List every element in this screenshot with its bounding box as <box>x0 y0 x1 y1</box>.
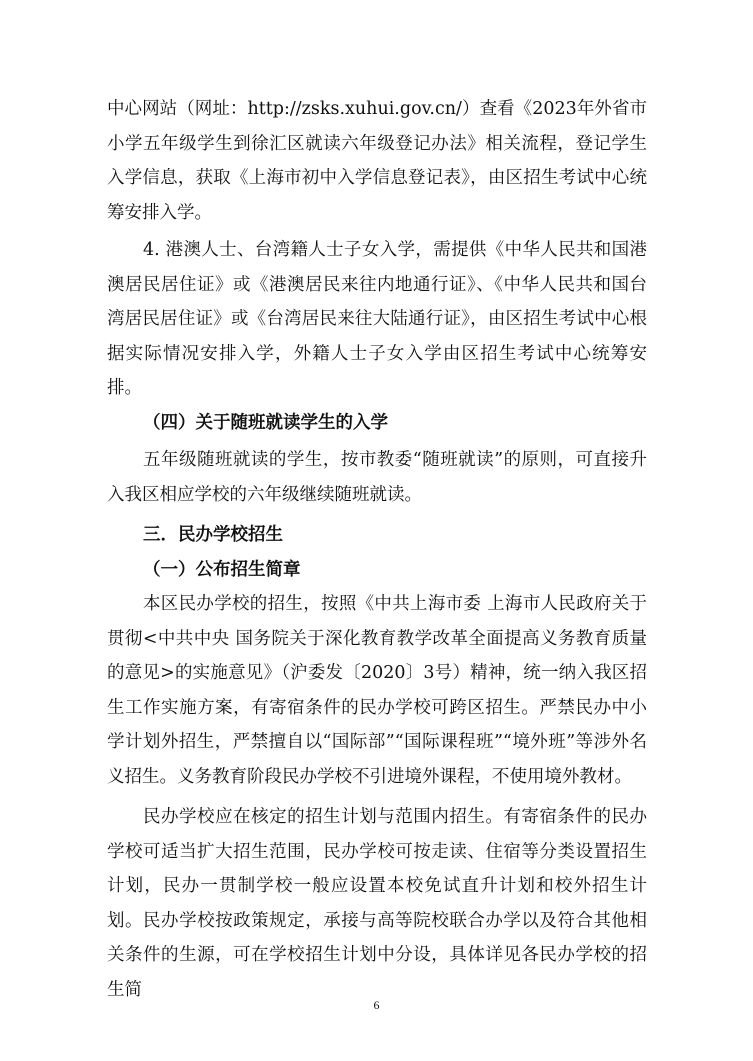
section-heading-admission-brochure: （一）公布招生简章 <box>143 559 301 580</box>
paragraph-inclusive-education: 五年级随班就读的学生，按市教委“随班就读”的原则，可直接升入我区相应学校的六年级继续随班就读。 <box>107 450 647 505</box>
paragraph-hk-macao-taiwan: 4. 港澳人士、台湾籍人士子女入学，需提供《中华人民共和国港澳居民居住证》或《港澳居民来往内地通行证》、《中华人民共和国台湾居民居住证》或《台湾居民来往大陆通行证》，由区招生考试中心根据实际情况安排入学，外籍人士子女入学由区招生考试中心统筹安排。 <box>107 240 647 398</box>
page-number: 6 <box>373 998 380 1012</box>
document-body <box>107 92 647 1007</box>
paragraph-online-registration: 中心网站（网址：http://zsks.xuhui.gov.cn/）查看《2023年外省市小学五年级学生到徐汇区就读六年级登记办法》相关流程，登记学生入学信息，获取《上海市初中入学信息登记表》，由区招生考试中心统筹安排入学。 <box>107 99 647 223</box>
paragraph-private-school-policy: 本区民办学校的招生，按照《中共上海市委 上海市人民政府关于贯彻<中共中央 国务院关于深化教育教学改革全面提高义务教育质量的意见>的实施意见》（沪委发〔2020〕3号）精神，统一纳入我区招生工作实施方案，有寄宿条件的民办学校可跨区招生。严禁民办中小学计划外招生，严禁擅自以“国际部”“国际课程班”“境外班”等涉外名义招生。义务教育阶段民办学校不引进境外课程，不使用境外教材。 <box>107 594 647 787</box>
section-heading-inclusive-education: （四）关于随班就读学生的入学 <box>143 412 388 433</box>
section-heading-private-schools: 三．民办学校招生 <box>143 525 283 545</box>
paragraph-enrollment-plan: 民办学校应在核定的招生计划与范围内招生。有寄宿条件的民办学校可适当扩大招生范围，民办学校可按走读、住宿等分类设置招生计划，民办一贯制学校一般应设置本校免试直升计划和校外招生计划。民办学校按政策规定，承接与高等院校联合办学以及符合其他相关条件的生源，可在学校招生计划中分设，具体详见各民办学校的招生简 <box>107 807 647 1000</box>
